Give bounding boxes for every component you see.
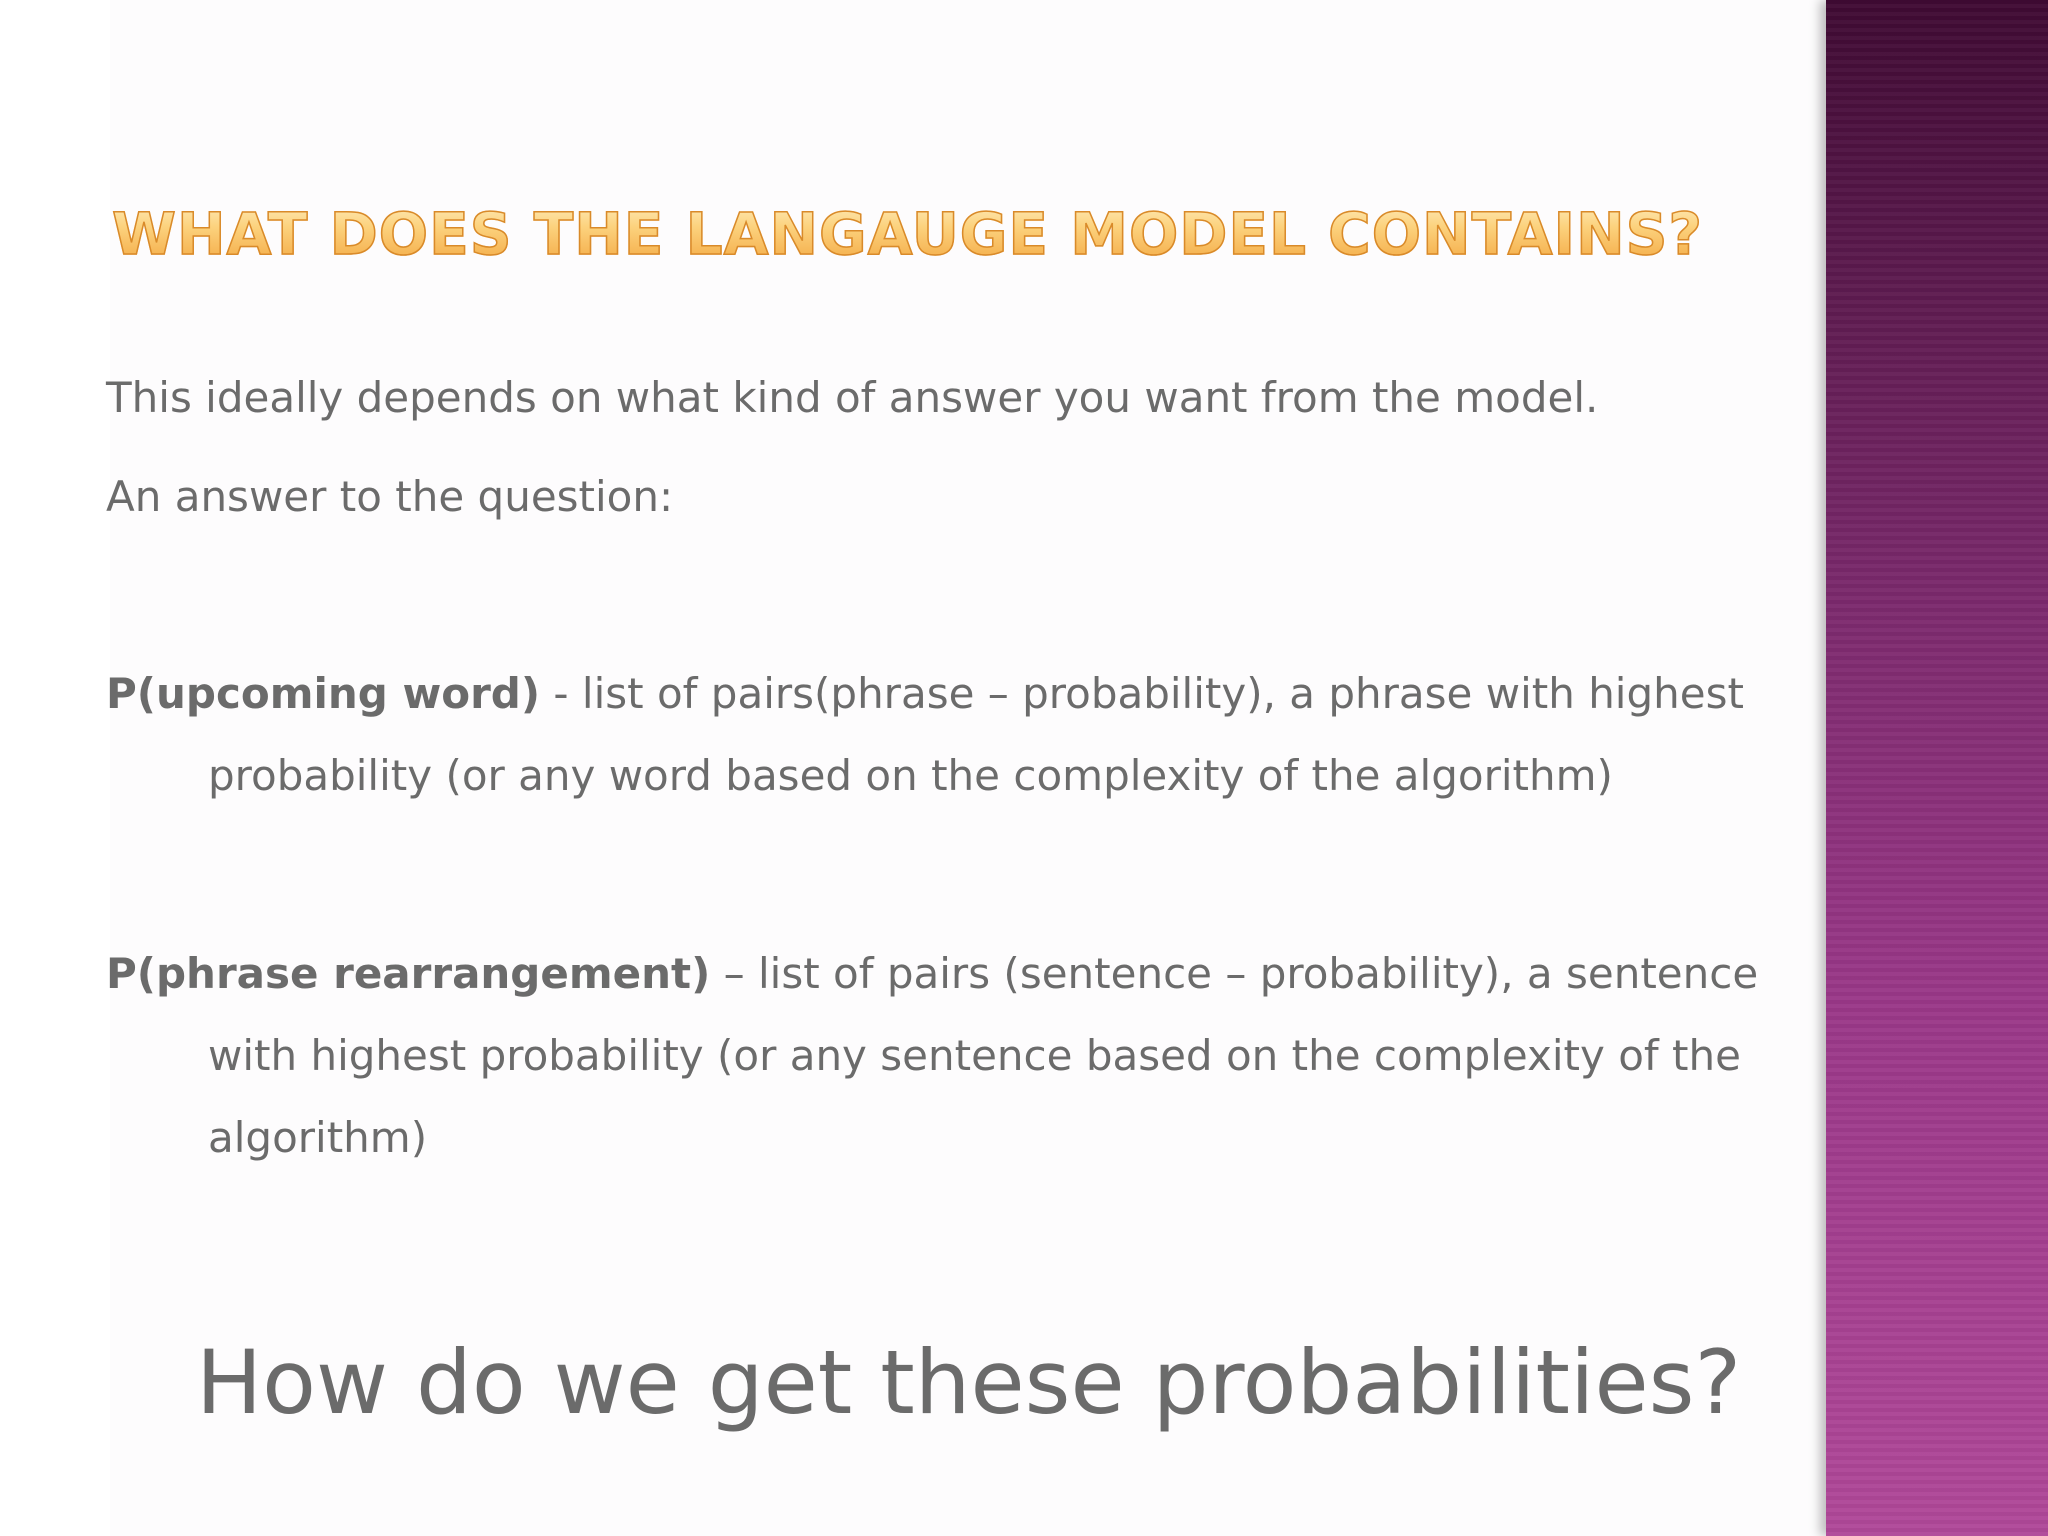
item-upcoming-word xyxy=(106,653,1848,817)
intro-line: This ideally depends on what kind of answer you want from the model. xyxy=(106,373,1599,422)
question-lead: An answer to the question: xyxy=(106,472,674,521)
closing-question: How do we get these probabilities? xyxy=(196,1331,1742,1434)
item-term: P(upcoming word) xyxy=(106,669,541,718)
item-description: – list of pairs (sentence – probability), a sentence with highest probability (or any sentence based on the complexity of the algorithm) xyxy=(208,949,1759,1162)
decorative-sidebar xyxy=(1826,0,2048,1536)
item-term: P(phrase rearrangement) xyxy=(106,949,711,998)
item-description: - list of pairs(phrase – probability), a phrase with highest probability (or any word based on the complexity of the algorithm) xyxy=(208,669,1744,800)
item-phrase-rearrangement xyxy=(106,933,1848,1179)
slide-title: WHAT DOES THE LANGAUGE MODEL CONTAINS? xyxy=(112,196,1703,272)
